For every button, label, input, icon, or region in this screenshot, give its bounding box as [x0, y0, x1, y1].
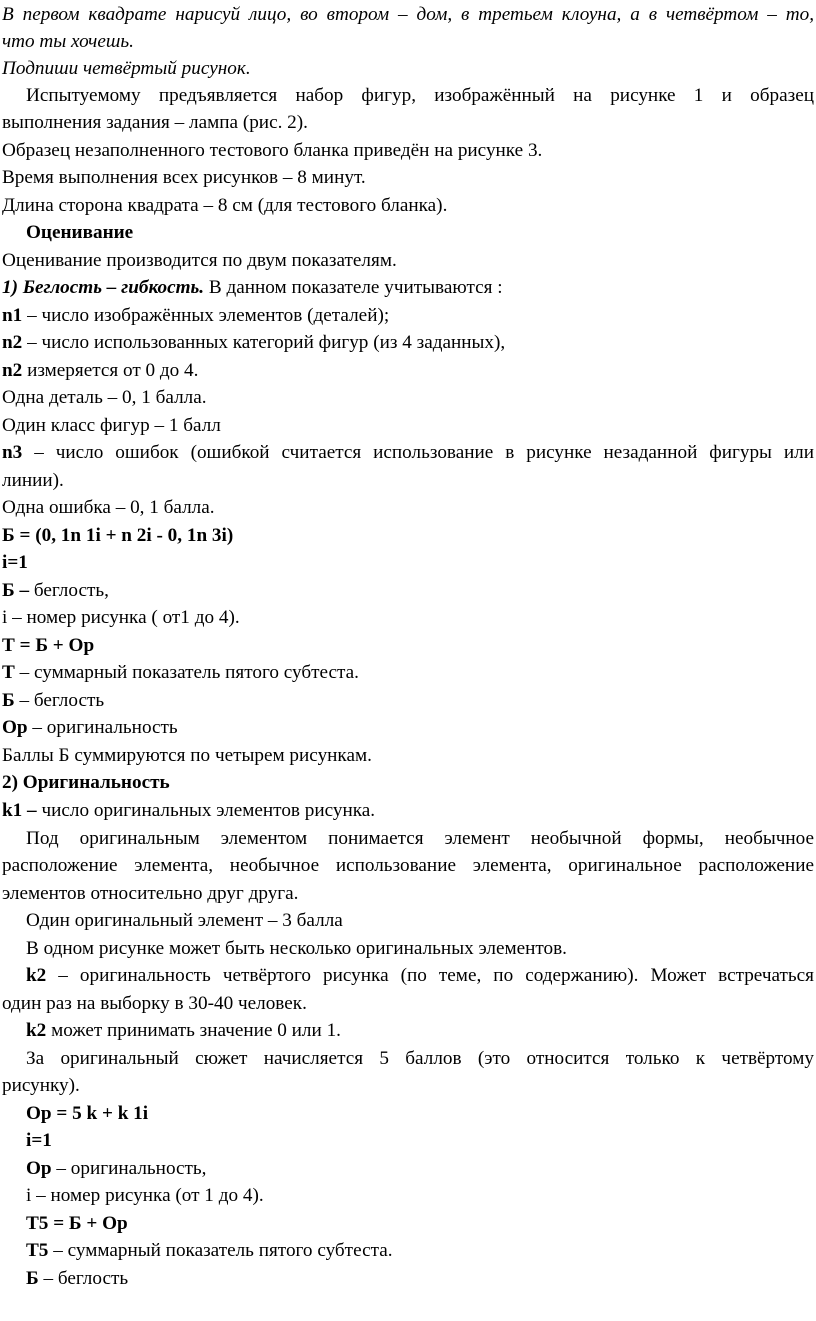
paragraph-line: один раз на выборку в 30-40 человек.	[2, 993, 307, 1014]
definition-line	[26, 1018, 341, 1044]
definition: беглость,	[29, 580, 109, 601]
paragraph-line: Оценивание производится по двум показателям.	[2, 250, 397, 271]
paragraph-line: Один класс фигур – 1 балл	[2, 415, 221, 436]
term: Ор	[2, 717, 28, 738]
paragraph-line: За оригинальный сюжет начисляется 5 баллов (это относится только к четвёртому	[26, 1048, 814, 1069]
formula-line: Т = Б + Ор	[2, 635, 95, 656]
line-text: В данном показателе учитываются :	[204, 277, 503, 298]
section-heading: Оценивание	[26, 222, 134, 243]
paragraph-line	[2, 275, 503, 301]
definition: – беглость	[38, 1268, 129, 1289]
paragraph-line: элементов относительно друг друга.	[2, 883, 299, 904]
instruction-line: В первом квадрате нарисуй лицо, во втором – дом, в третьем клоуна, а в четвёртом – то,	[2, 4, 814, 25]
term: k1 –	[2, 800, 37, 821]
term: n3	[2, 442, 23, 463]
term: n2	[2, 332, 23, 353]
instruction-caption: Подпиши четвёртый рисунок.	[2, 58, 251, 79]
definition-line	[26, 1266, 128, 1292]
definition-line	[26, 1238, 393, 1264]
definition-line	[2, 798, 375, 824]
term: k2	[26, 965, 47, 986]
definition: – оригинальность,	[51, 1158, 207, 1179]
formula-index: i=1	[2, 552, 28, 573]
formula-line: Т5 = Б + Ор	[26, 1213, 128, 1234]
definition-line	[2, 330, 505, 356]
definition: – число изображённых элементов (деталей);	[22, 305, 390, 326]
paragraph-line: выполнения задания – лампа (рис. 2).	[2, 112, 308, 133]
term: n2	[2, 360, 23, 381]
term: k2	[26, 1020, 47, 1041]
paragraph-line: линии).	[2, 470, 64, 491]
definition-line	[26, 1156, 206, 1182]
formula-line: Б = (0, 1n 1i + n 2i - 0, 1n 3i)	[2, 525, 234, 546]
definition: измеряется от 0 до 4.	[22, 360, 199, 381]
term: Т	[2, 662, 15, 683]
definition: – оригинальность четвёртого рисунка (по теме, по содержанию). Может встречаться	[46, 965, 814, 986]
definition: – суммарный показатель пятого субтеста.	[14, 662, 359, 683]
subsection-title: 1) Беглость – гибкость.	[2, 277, 205, 298]
paragraph-line: рисунку).	[2, 1075, 80, 1096]
paragraph-line: Баллы Б суммируются по четырем рисункам.	[2, 745, 372, 766]
definition-line	[2, 688, 104, 714]
instruction-line: что ты хочешь.	[2, 31, 134, 52]
paragraph-line: расположение элемента, необычное использование элемента, оригинальное расположение	[2, 855, 814, 876]
definition-line	[2, 358, 198, 384]
definition-line	[26, 963, 814, 989]
definition: – беглость	[14, 690, 105, 711]
term: n1	[2, 305, 23, 326]
paragraph-line: i – номер рисунка ( от1 до 4).	[2, 607, 240, 628]
paragraph-line: В одном рисунке может быть несколько оригинальных элементов.	[26, 938, 567, 959]
paragraph-line: Одна ошибка – 0, 1 балла.	[2, 497, 215, 518]
paragraph-line: Одна деталь – 0, 1 балла.	[2, 387, 207, 408]
formula-line: Ор = 5 k + k 1i	[26, 1103, 149, 1124]
term: Б	[2, 690, 15, 711]
paragraph-line: Длина сторона квадрата – 8 см (для тестового бланка).	[2, 195, 448, 216]
definition: – оригинальность	[27, 717, 178, 738]
definition: – суммарный показатель пятого субтеста.	[48, 1240, 393, 1261]
paragraph-line: Один оригинальный элемент – 3 балла	[26, 910, 343, 931]
paragraph-line: Испытуемому предъявляется набор фигур, изображённый на рисунке 1 и образец	[26, 85, 814, 106]
definition-line	[2, 303, 389, 329]
definition-line	[2, 660, 359, 686]
term: Б	[26, 1268, 39, 1289]
definition-line	[2, 578, 109, 604]
definition-line	[2, 440, 814, 466]
paragraph-line: Образец незаполненного тестового бланка приведён на рисунке 3.	[2, 140, 543, 161]
term: Ор	[26, 1158, 52, 1179]
paragraph-line: i – номер рисунка (от 1 до 4).	[26, 1185, 264, 1206]
term: Б –	[2, 580, 30, 601]
definition: может принимать значение 0 или 1.	[46, 1020, 341, 1041]
definition: – число использованных категорий фигур (из 4 заданных),	[22, 332, 506, 353]
definition: – число ошибок (ошибкой считается использование в рисунке незаданной фигуры или	[22, 442, 814, 463]
paragraph-line: Под оригинальным элементом понимается элемент необычной формы, необычное	[26, 828, 814, 849]
definition-line	[2, 715, 178, 741]
subsection-title: 2) Оригинальность	[2, 772, 170, 793]
paragraph-line: Время выполнения всех рисунков – 8 минут.	[2, 167, 366, 188]
formula-index: i=1	[26, 1130, 52, 1151]
term: Т5	[26, 1240, 49, 1261]
definition: число оригинальных элементов рисунка.	[36, 800, 376, 821]
